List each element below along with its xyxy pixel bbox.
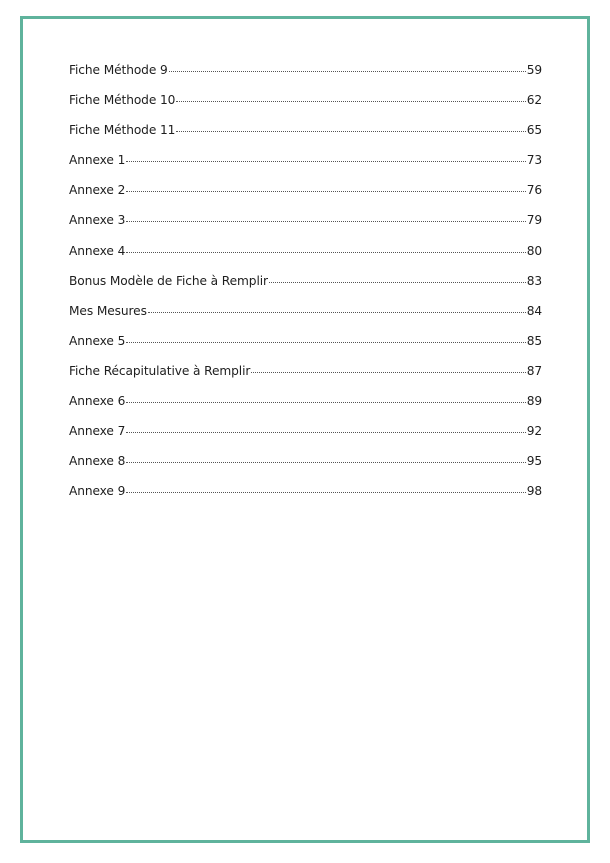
toc-entry[interactable] bbox=[69, 244, 542, 274]
dot-leader bbox=[126, 402, 525, 403]
dot-leader bbox=[251, 372, 525, 373]
toc-entry-title: Annexe 6 bbox=[69, 394, 126, 409]
toc-entry-title: Fiche Méthode 11 bbox=[69, 123, 176, 138]
toc-entry-title: Bonus Modèle de Fiche à Remplir bbox=[69, 273, 268, 288]
dot-leader bbox=[126, 221, 525, 222]
toc-entry-page: 80 bbox=[526, 243, 542, 258]
toc-entry-title: Annexe 7 bbox=[69, 424, 126, 439]
toc-entry-page: 92 bbox=[526, 424, 542, 439]
dot-leader bbox=[126, 161, 525, 162]
toc-entry[interactable] bbox=[69, 63, 542, 93]
toc-entry-title: Annexe 3 bbox=[69, 213, 126, 228]
toc-entry-page: 59 bbox=[526, 63, 542, 77]
toc-entry[interactable] bbox=[69, 153, 542, 183]
toc-entry-page: 85 bbox=[526, 333, 542, 348]
toc-entry-page: 84 bbox=[526, 303, 542, 318]
dot-leader bbox=[126, 342, 525, 343]
toc-entry[interactable] bbox=[69, 183, 542, 213]
toc-entry-page: 65 bbox=[526, 123, 542, 138]
table-of-contents bbox=[69, 63, 542, 514]
dot-leader bbox=[126, 462, 525, 463]
toc-entry[interactable] bbox=[69, 484, 542, 514]
toc-entry-page: 83 bbox=[526, 273, 542, 288]
toc-entry-title: Mes Mesures bbox=[69, 303, 147, 318]
toc-entry[interactable] bbox=[69, 274, 542, 304]
toc-entry-page: 73 bbox=[526, 153, 542, 168]
toc-entry-title: Annexe 4 bbox=[69, 243, 126, 258]
toc-entry-title: Annexe 1 bbox=[69, 153, 126, 168]
toc-entry-title: Annexe 9 bbox=[69, 484, 126, 499]
toc-entry-page: 98 bbox=[526, 484, 542, 499]
dot-leader bbox=[176, 101, 525, 102]
toc-entry[interactable] bbox=[69, 304, 542, 334]
toc-entry-page: 62 bbox=[526, 93, 542, 108]
toc-entry[interactable] bbox=[69, 93, 542, 123]
toc-entry-title: Fiche Méthode 9 bbox=[69, 63, 168, 77]
toc-entry-title: Fiche Récapitulative à Remplir bbox=[69, 363, 251, 378]
toc-entry-page: 79 bbox=[526, 213, 542, 228]
toc-entry-title: Fiche Méthode 10 bbox=[69, 93, 176, 108]
toc-entry-title: Annexe 8 bbox=[69, 454, 126, 469]
toc-entry[interactable] bbox=[69, 334, 542, 364]
dot-leader bbox=[126, 432, 525, 433]
toc-entry-title: Annexe 5 bbox=[69, 333, 126, 348]
dot-leader bbox=[269, 282, 526, 283]
toc-entry[interactable] bbox=[69, 424, 542, 454]
toc-entry[interactable] bbox=[69, 454, 542, 484]
dot-leader bbox=[126, 191, 525, 192]
dot-leader bbox=[169, 71, 526, 72]
toc-entry-page: 76 bbox=[526, 183, 542, 198]
toc-entry[interactable] bbox=[69, 364, 542, 394]
toc-entry-title: Annexe 2 bbox=[69, 183, 126, 198]
toc-entry[interactable] bbox=[69, 213, 542, 243]
dot-leader bbox=[148, 312, 526, 313]
toc-entry-page: 87 bbox=[526, 363, 542, 378]
dot-leader bbox=[126, 492, 525, 493]
dot-leader bbox=[126, 252, 525, 253]
toc-entry[interactable] bbox=[69, 123, 542, 153]
toc-entry[interactable] bbox=[69, 394, 542, 424]
dot-leader bbox=[176, 131, 525, 132]
toc-entry-page: 95 bbox=[526, 454, 542, 469]
toc-entry-page: 89 bbox=[526, 394, 542, 409]
